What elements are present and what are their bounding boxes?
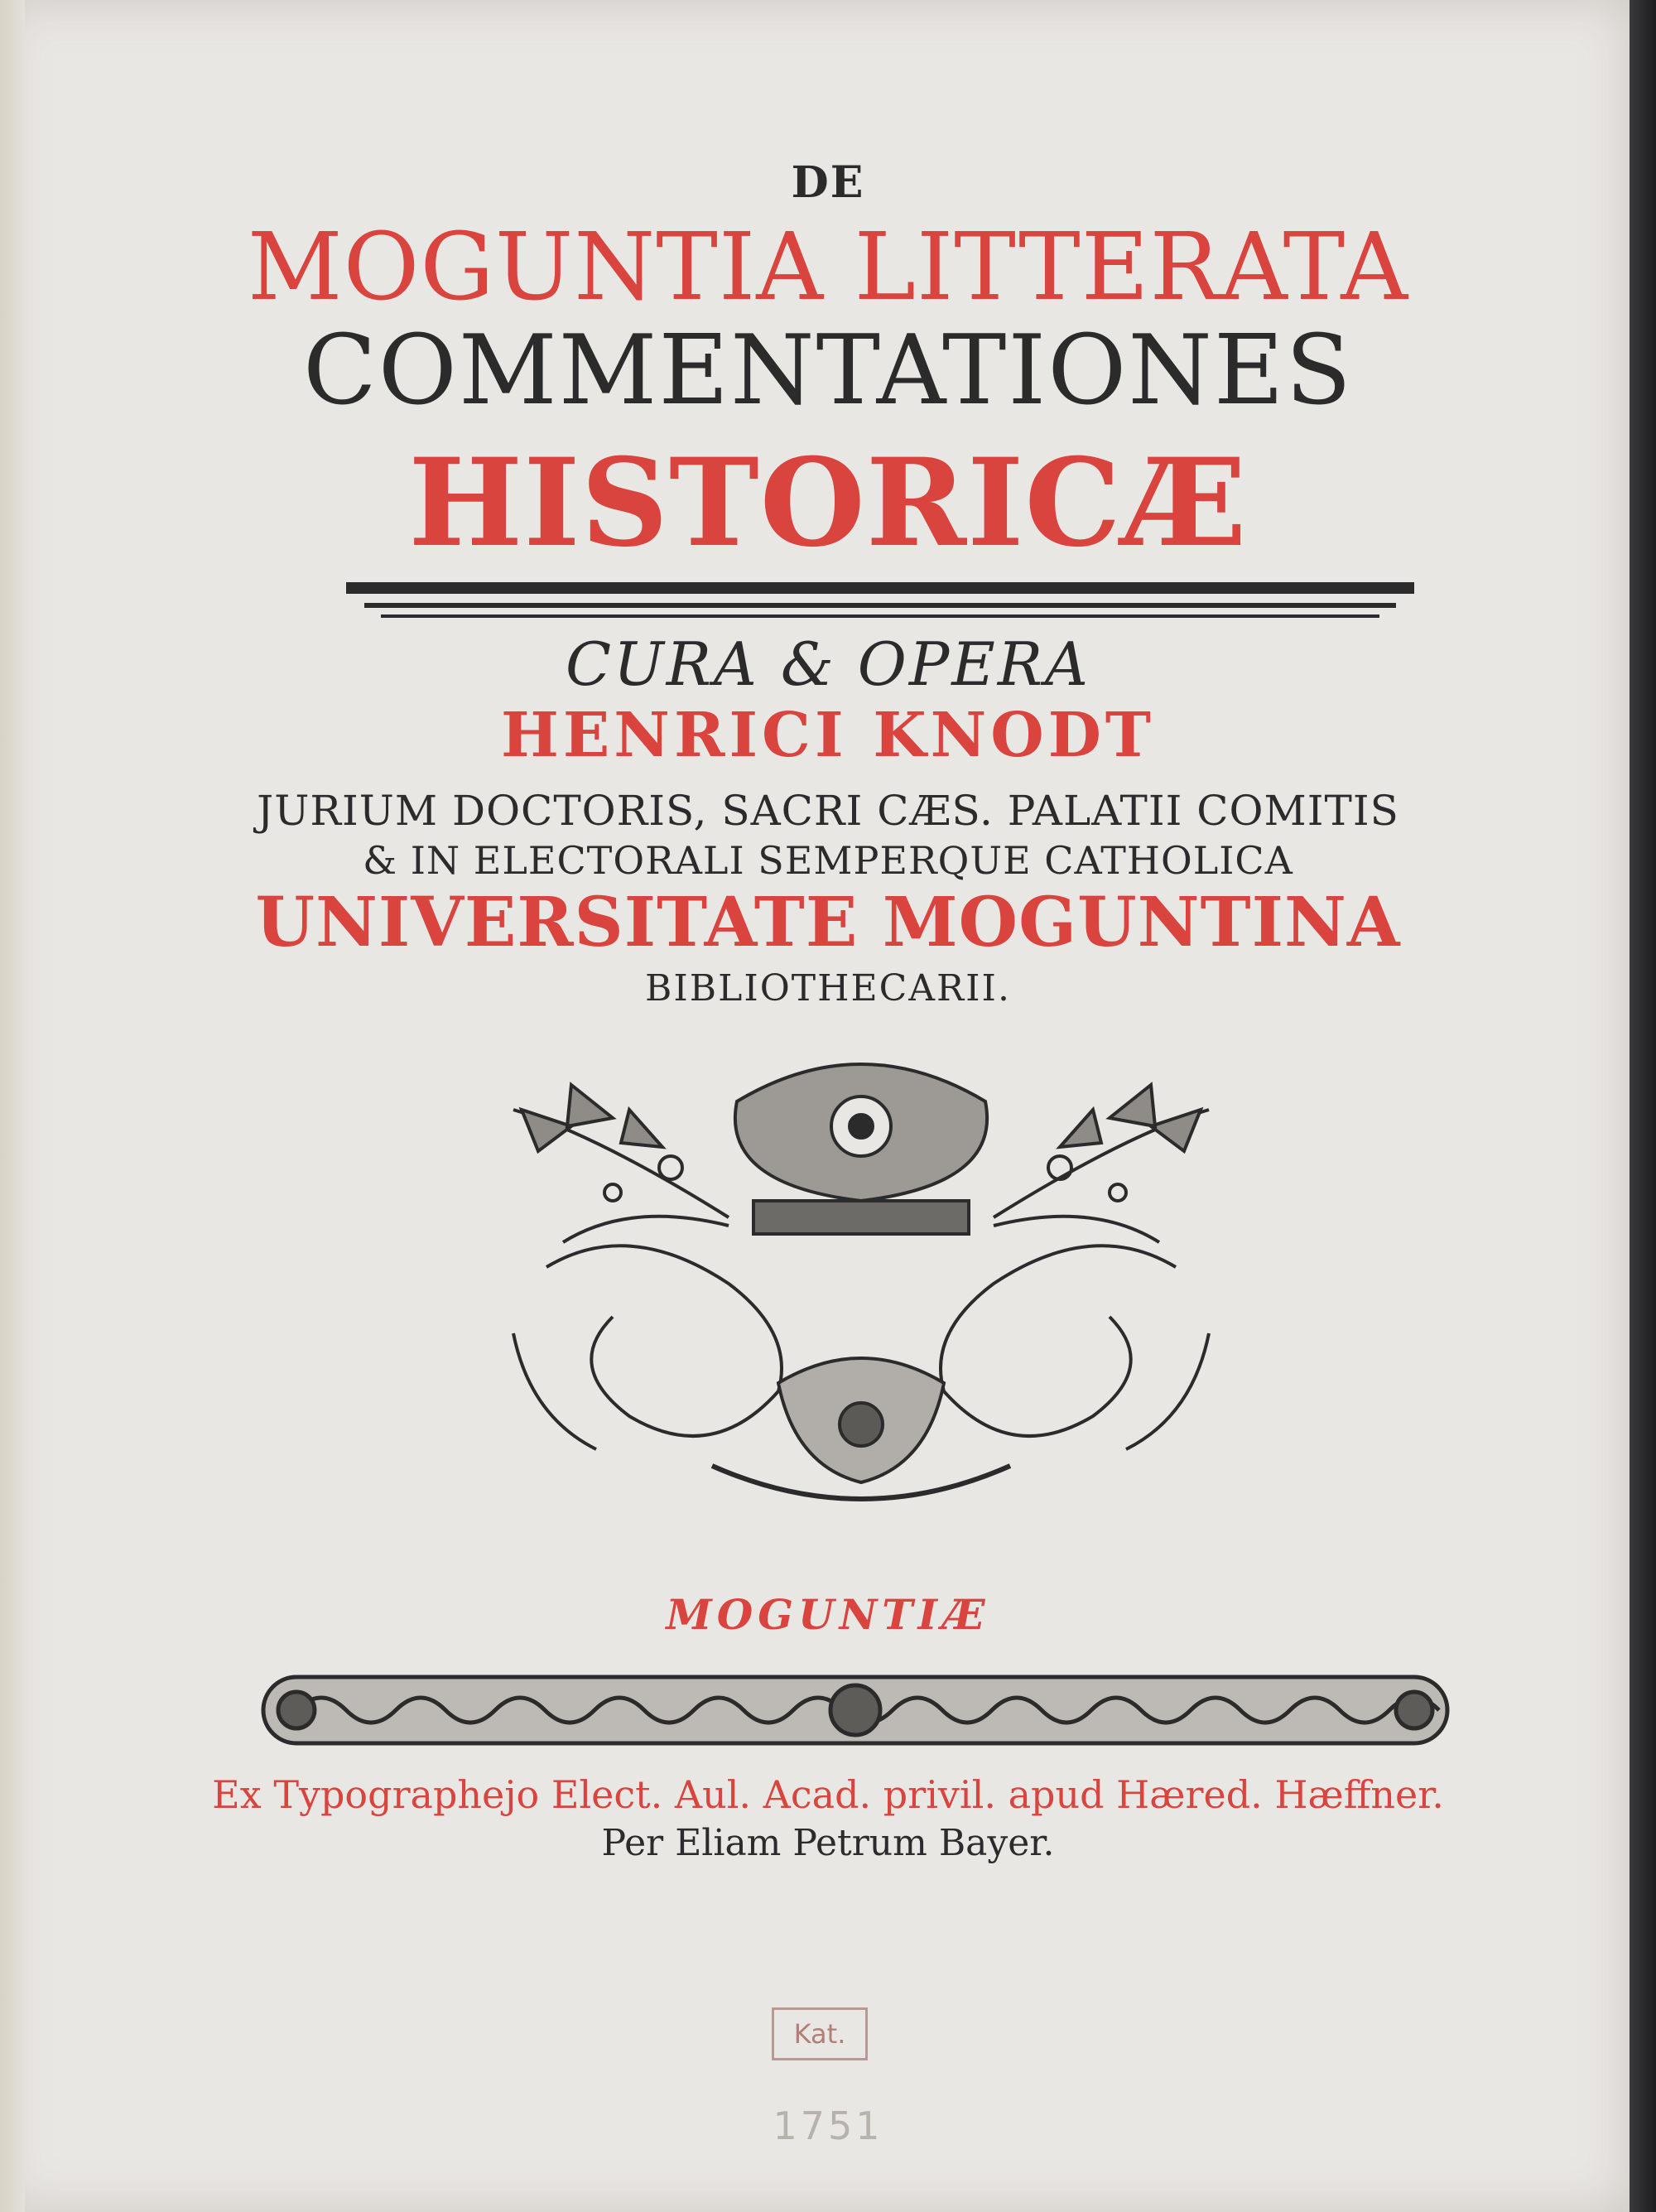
printer-line: Ex Typographejo Elect. Aul. Acad. privil. apud Hæred. Hæffner. [212,1772,1444,1817]
thin-rule [364,603,1396,608]
book-edge [1630,0,1656,2212]
imprint-place: MOGUNTIÆ [666,1590,990,1639]
thin-rule-lower [381,614,1379,618]
author-role: BIBLIOTHECARII. [645,967,1011,1010]
university-name: UNIVERSITATE MOGUNTINA [255,883,1401,962]
catalog-stamp: Kat. [772,2007,868,2060]
title-de: DE [791,157,865,208]
author-title-1: JURIUM DOCTORIS, SACRI CÆS. PALATII COMITIS [257,787,1399,835]
ornamental-border-icon [247,1665,1464,1756]
title-line-1: MOGUNTIA LITTERATA [247,214,1409,321]
title-line-2: COMMENTATIONES [303,315,1353,426]
thick-rule [346,582,1414,594]
cura-et-opera: CURA & OPERA [565,629,1091,699]
title-line-3: HISTORICÆ [408,432,1248,574]
author-title-2: & IN ELECTORALI SEMPERQUE CATHOLICA [363,838,1293,883]
floral-vignette-icon [464,1035,1259,1516]
author-name: HENRICI KNODT [500,700,1155,771]
pencil-note: 1751 [773,2104,883,2148]
printer-name: Per Eliam Petrum Bayer. [601,1822,1055,1864]
